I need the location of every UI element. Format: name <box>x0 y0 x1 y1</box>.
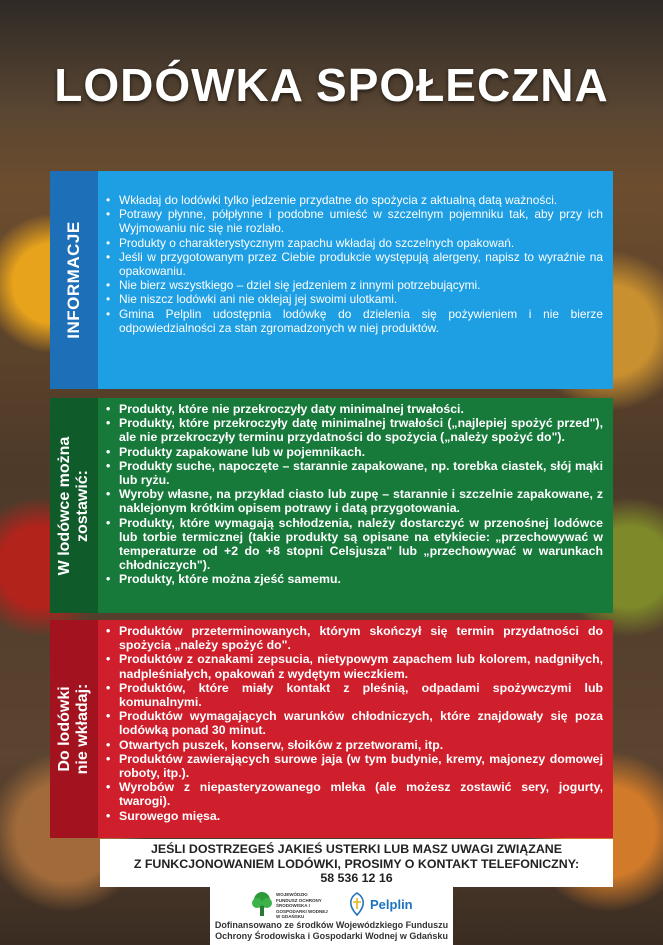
list-item: • Surowego mięsa. <box>106 809 603 823</box>
list-item: • Produkty suche, napoczęte – starannie zapakowane, np. torebka ciastek, słój mąki lub ryżu. <box>106 459 603 487</box>
can-list <box>106 402 603 587</box>
footer <box>210 887 453 945</box>
cannot-side-label: Do lodówki nie wkładaj: <box>50 620 98 838</box>
can-side-label: W lodówce można zostawić: <box>50 398 98 613</box>
info-section <box>50 171 613 389</box>
list-item: • Potrawy płynne, półpłynne i podobne umieść w szczelnym pojemniku tak, aby przy ich Wyjmowaniu nic się nie rozlało. <box>106 207 603 235</box>
list-item: • Nie niszcz lodówki ani nie oklejaj jej swoimi ulotkami. <box>106 292 603 306</box>
contact-line-2: Z FUNKCJONOWANIEM LODÓWKI, PROSIMY O KONTAKT TELEFONICZNY: <box>133 856 580 871</box>
can-leave-section <box>50 398 613 613</box>
list-item: • Wkładaj do lodówki tylko jedzenie przydatne do spożycia z aktualną datą ważności. <box>106 193 603 207</box>
list-item: • Produktów z oznakami zepsucia, nietypowym zapachem lub kolorem, nadgniłych, nadpleśniałych, opakowań z wydętym wieczkiem. <box>106 652 603 680</box>
list-item: • Produkty, które nie przekroczyły daty minimalnej trwałości. <box>106 402 603 416</box>
cannot-list <box>106 624 603 823</box>
list-item: • Produktów zawierających surowe jaja (w tym budynie, kremy, majonezy domowej roboty, itp.). <box>106 752 603 780</box>
list-item: • Produktów wymagających warunków chłodniczych, które znajdowały się poza lodówką ponad 30 minut. <box>106 709 603 737</box>
info-side-label: INFORMACJE <box>50 171 98 389</box>
list-item: • Produkty, które przekroczyły datę minimalnej trwałości („najlepiej spożyć przed"), ale nie przekroczyły terminu przydatności do spożycia („należy spożyć do"). <box>106 416 603 444</box>
tree-icon <box>250 891 274 917</box>
list-item: • Wyroby własne, na przykład ciasto lub zupę – starannie i szczelnie zapakowane, z naklejonym krótkim opisem potrawy i datą przygotowania. <box>106 487 603 515</box>
pelplin-crest-icon <box>348 892 366 916</box>
fund-logo: WOJEWÓDZKI FUNDUSZ OCHRONY ŚRODOWISKA I GOSPODARKI WODNEJ W GDAŃSKU <box>250 890 330 918</box>
list-item: • Gmina Pelplin udostępnia lodówkę do dzielenia się pożywieniem i nie bierze odpowiedzialności za stan zgromadzonych w niej produktów. <box>106 307 603 335</box>
list-item: • Nie bierz wszystkiego – dziel się jedzeniem z innymi potrzebującymi. <box>106 278 603 292</box>
list-item: • Produktów, które miały kontakt z pleśnią, odpadami spożywczymi lub komunalnymi. <box>106 681 603 709</box>
info-list <box>106 193 603 335</box>
list-item: • Produkty, które można zjeść samemu. <box>106 572 603 586</box>
list-item: • Produkty zapakowane lub w pojemnikach. <box>106 445 603 459</box>
cannot-put-section <box>50 620 613 838</box>
page-title: LODÓWKA SPOŁECZNA <box>54 59 609 111</box>
list-item: • Produkty, które wymagają schłodzenia, należy dostarczyć w przenośnej lodówce lub torbie termicznej (takie produkty są opisane na etykiecie: „przechowywać w temperaturze od +2 do +8 stopni Celsjusza" lub „przechowywać w warunkach chłodniczych"). <box>106 516 603 573</box>
list-item: • Produkty o charakterystycznym zapachu wkładaj do szczelnych opakowań. <box>106 236 603 250</box>
list-item: • Produktów przeterminowanych, którym skończył się termin przydatności do spożycia „należy spożyć do". <box>106 624 603 652</box>
contact-line-1: JEŚLI DOSTRZEGEŚ JAKIEŚ USTERKI LUB MASZ UWAGI ZWIĄZANE <box>151 842 562 856</box>
list-item: • Otwartych puszek, konserw, słoików z przetworami, itp. <box>106 738 603 752</box>
list-item: • Wyrobów z niepasteryzowanego mleka (ale możesz zostawić sery, jogurty, twarogi). <box>106 780 603 808</box>
contact-phone: 58 536 12 16 <box>320 871 393 885</box>
pelplin-logo: Pelplin <box>348 892 428 918</box>
contact-box <box>100 839 613 887</box>
list-item: • Jeśli w przygotowanym przez Ciebie produkcie występują alergeny, napisz to wyraźnie na opakowaniu. <box>106 250 603 278</box>
funding-note: Dofinansowano ze środków Wojewódzkiego Funduszu Ochrony Środowiska i Gospodarki Wodnej w Gdańsku <box>214 920 449 941</box>
